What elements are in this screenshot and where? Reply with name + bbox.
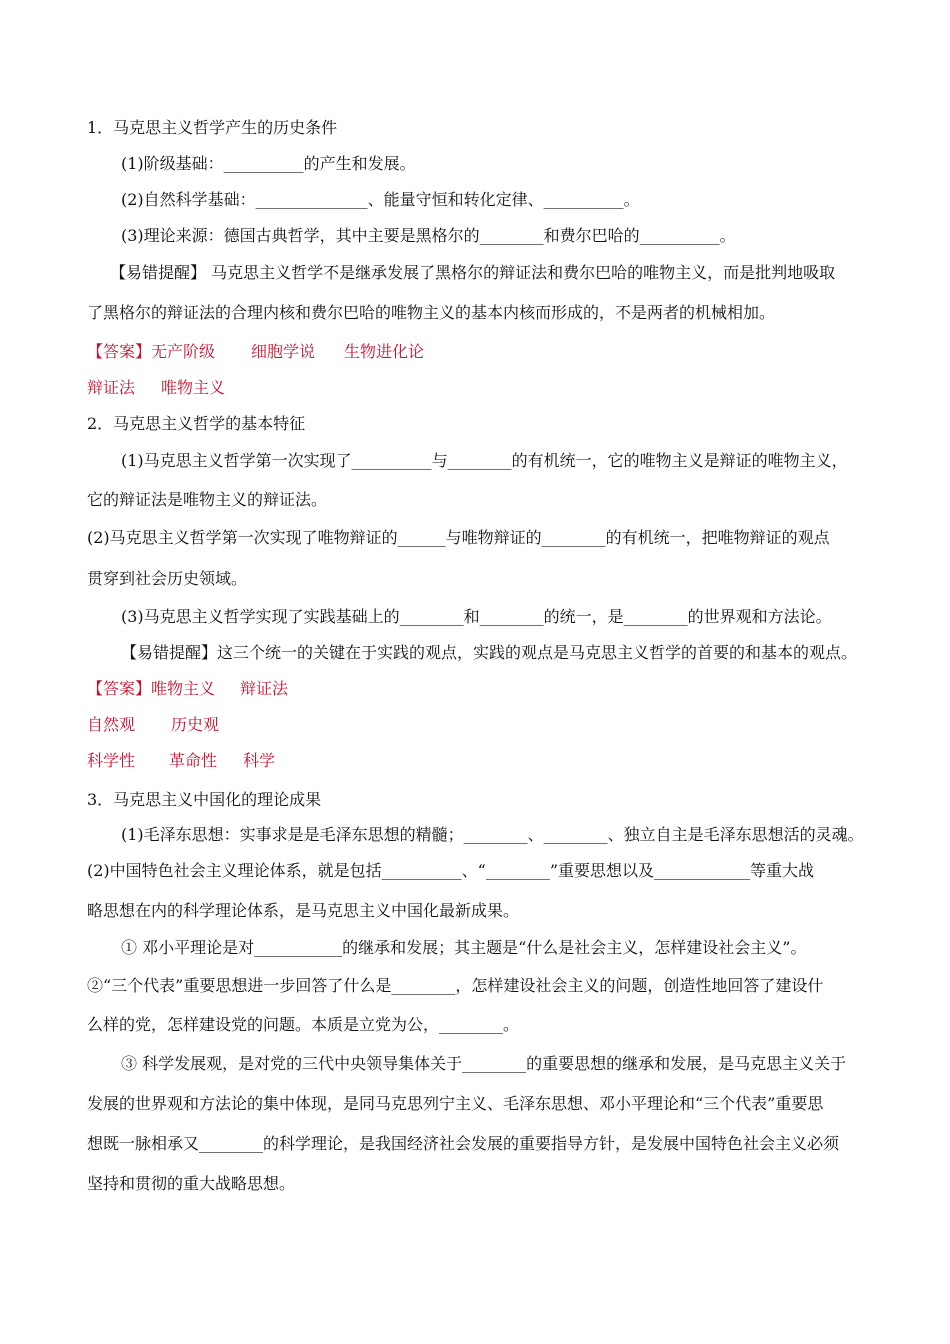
s3-circle-3-line-1: ③ 科学发展观，是对党的三代中央领导集体关于________的重要思想的继承和发展，是马克思主义关于 (121, 1054, 847, 1073)
section-3-title: 3．马克思主义中国化的理论成果 (87, 790, 322, 809)
s2-answer-line-3 (87, 750, 275, 772)
s1-tip-line-2: 了黑格尔的辩证法的合理内核和费尔巴哈的唯物主义的基本内核而形成的，不是两者的机械相加。 (87, 303, 776, 322)
answer-prefix: 【答案】 (87, 679, 152, 698)
s3-circle-3-line-3: 想既一脉相承又________的科学理论，是我国经济社会发展的重要指导方针，是发展中国特色社会主义必须 (87, 1134, 840, 1153)
s1-item-2: (2)自然科学基础：______________、能量守恒和转化定律、__________。 (121, 190, 640, 209)
answer: 生物进化论 (344, 342, 425, 361)
s2-item-1-line-1: (1)马克思主义哲学第一次实现了__________与________的有机统一，它的唯物主义是辩证的唯物主义， (121, 451, 848, 470)
s3-item-1: (1)毛泽东思想：实事求是是毛泽东思想的精髓；________、________、独立自主是毛泽东思想活的灵魂。 (121, 825, 864, 844)
answer: 辩证法 (87, 378, 136, 397)
answer: 唯物主义 (151, 679, 216, 698)
s1-item-1: (1)阶级基础：__________的产生和发展。 (121, 154, 416, 173)
s3-circle-3-line-4: 坚持和贯彻的重大战略思想。 (87, 1174, 296, 1193)
s2-tip: 【易错提醒】这三个统一的关键在于实践的观点，实践的观点是马克思主义哲学的首要的和基本的观点。 (121, 643, 858, 662)
s3-circle-2-line-1: ②“三个代表”重要思想进一步回答了什么是________，怎样建设社会主义的问题，创造性地回答了建设什 (87, 976, 824, 995)
answer: 辩证法 (240, 679, 289, 698)
answer: 科学性 (87, 751, 136, 770)
s1-answer-line-1 (87, 341, 424, 363)
s2-answer-line-2 (87, 714, 219, 736)
s3-item-2-line-1: (2)中国特色社会主义理论体系，就是包括__________、“________”重要思想以及____________等重大战 (87, 861, 815, 880)
s2-item-2-line-1: (2)马克思主义哲学第一次实现了唯物辩证的______与唯物辩证的________的有机统一，把唯物辩证的观点 (87, 528, 830, 547)
s3-circle-3-line-2: 发展的世界观和方法论的集中体现，是同马克思列宁主义、毛泽东思想、邓小平理论和“三个代表”重要思 (87, 1094, 824, 1113)
answer: 自然观 (87, 715, 136, 734)
answer-prefix: 【答案】 (87, 342, 152, 361)
s3-circle-2-line-2: 么样的党，怎样建设党的问题。本质是立党为公，________。 (87, 1015, 520, 1034)
answer: 细胞学说 (251, 342, 316, 361)
answer: 科学 (243, 751, 276, 770)
s1-tip-line-1: 【易错提醒】 马克思主义哲学不是继承发展了黑格尔的辩证法和费尔巴哈的唯物主义，而是批判地吸取 (110, 263, 836, 282)
s3-item-2-line-2: 略思想在内的科学理论体系，是马克思主义中国化最新成果。 (87, 901, 520, 920)
answer: 无产阶级 (151, 342, 216, 361)
answer: 历史观 (171, 715, 220, 734)
s2-item-3: (3)马克思主义哲学实现了实践基础上的________和________的统一，是________的世界观和方法论。 (121, 607, 832, 626)
s3-circle-1: ① 邓小平理论是对___________的继承和发展；其主题是“什么是社会主义，怎样建设社会主义”。 (121, 938, 807, 957)
s1-item-3: (3)理论来源：德国古典哲学，其中主要是黑格尔的________和费尔巴哈的__________。 (121, 226, 736, 245)
answer: 唯物主义 (161, 378, 226, 397)
section-1-title: 1．马克思主义哲学产生的历史条件 (87, 118, 338, 137)
s1-answer-line-2 (87, 377, 225, 399)
s2-answer-line-1 (87, 678, 288, 700)
s2-item-2-line-2: 贯穿到社会历史领域。 (87, 569, 248, 588)
answer: 革命性 (169, 751, 218, 770)
section-2-title: 2．马克思主义哲学的基本特征 (87, 414, 306, 433)
s2-item-1-line-2: 它的辩证法是唯物主义的辩证法。 (87, 490, 328, 509)
